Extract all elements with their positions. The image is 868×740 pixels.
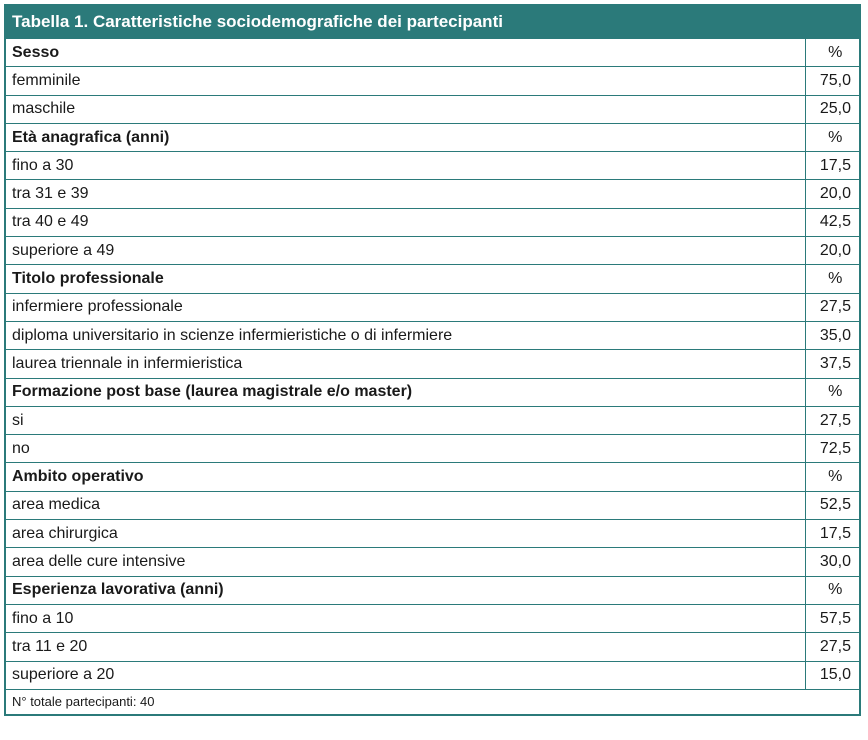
- table-row: [6, 350, 859, 378]
- row-label: maschile: [6, 95, 805, 123]
- row-label: si: [6, 406, 805, 434]
- table-row: [6, 208, 859, 236]
- table-row: [6, 293, 859, 321]
- row-label: area medica: [6, 491, 805, 519]
- row-label: area delle cure intensive: [6, 548, 805, 576]
- table-footnote: N° totale partecipanti: 40: [6, 689, 859, 714]
- section-header-label: Formazione post base (laurea magistrale e/o master): [6, 378, 805, 406]
- row-value: 25,0: [805, 95, 859, 123]
- row-value: 20,0: [805, 180, 859, 208]
- table-row: [6, 661, 859, 689]
- table-row: [6, 548, 859, 576]
- row-label: infermiere professionale: [6, 293, 805, 321]
- table-row: [6, 180, 859, 208]
- row-value: 15,0: [805, 661, 859, 689]
- section-header-unit: %: [805, 123, 859, 151]
- row-value: 42,5: [805, 208, 859, 236]
- row-value: 17,5: [805, 152, 859, 180]
- table-row: [6, 435, 859, 463]
- row-value: 17,5: [805, 520, 859, 548]
- row-value: 57,5: [805, 604, 859, 632]
- row-label: tra 40 e 49: [6, 208, 805, 236]
- table-title: Tabella 1. Caratteristiche sociodemografiche dei partecipanti: [6, 6, 859, 38]
- row-label: fino a 30: [6, 152, 805, 180]
- table-body: [6, 38, 859, 689]
- section-header-row: [6, 576, 859, 604]
- row-label: diploma universitario in scienze infermieristiche o di infermiere: [6, 321, 805, 349]
- section-header-row: [6, 39, 859, 67]
- row-value: 20,0: [805, 237, 859, 265]
- section-header-row: [6, 378, 859, 406]
- table-row: [6, 237, 859, 265]
- section-header-label: Ambito operativo: [6, 463, 805, 491]
- row-value: 27,5: [805, 293, 859, 321]
- row-value: 75,0: [805, 67, 859, 95]
- row-label: laurea triennale in infermieristica: [6, 350, 805, 378]
- section-header-unit: %: [805, 576, 859, 604]
- table-row: [6, 67, 859, 95]
- row-label: superiore a 49: [6, 237, 805, 265]
- table-row: [6, 633, 859, 661]
- row-value: 27,5: [805, 633, 859, 661]
- table-row: [6, 520, 859, 548]
- table-row: [6, 406, 859, 434]
- row-label: no: [6, 435, 805, 463]
- section-header-label: Sesso: [6, 39, 805, 67]
- row-value: 27,5: [805, 406, 859, 434]
- row-label: superiore a 20: [6, 661, 805, 689]
- table-row: [6, 95, 859, 123]
- table-row: [6, 152, 859, 180]
- section-header-label: Titolo professionale: [6, 265, 805, 293]
- section-header-row: [6, 265, 859, 293]
- section-header-unit: %: [805, 378, 859, 406]
- row-value: 37,5: [805, 350, 859, 378]
- section-header-label: Esperienza lavorativa (anni): [6, 576, 805, 604]
- row-value: 72,5: [805, 435, 859, 463]
- row-value: 52,5: [805, 491, 859, 519]
- section-header-unit: %: [805, 39, 859, 67]
- section-header-label: Età anagrafica (anni): [6, 123, 805, 151]
- row-value: 35,0: [805, 321, 859, 349]
- table-row: [6, 604, 859, 632]
- sociodemographic-table: [4, 4, 861, 716]
- row-label: fino a 10: [6, 604, 805, 632]
- table-row: [6, 321, 859, 349]
- row-label: femminile: [6, 67, 805, 95]
- section-header-row: [6, 463, 859, 491]
- row-label: tra 31 e 39: [6, 180, 805, 208]
- row-label: area chirurgica: [6, 520, 805, 548]
- section-header-row: [6, 123, 859, 151]
- section-header-unit: %: [805, 463, 859, 491]
- row-value: 30,0: [805, 548, 859, 576]
- table-row: [6, 491, 859, 519]
- row-label: tra 11 e 20: [6, 633, 805, 661]
- section-header-unit: %: [805, 265, 859, 293]
